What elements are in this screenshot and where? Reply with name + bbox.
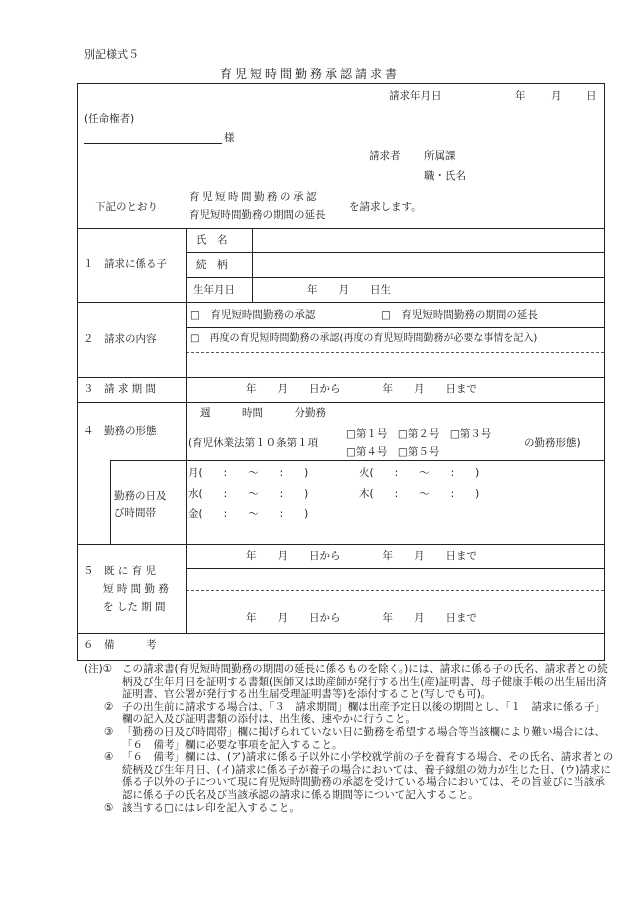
notes — [84, 663, 614, 814]
prior-period-1[interactable]: 年 月 日から 年 月 日まで — [246, 550, 477, 562]
request-form — [77, 83, 605, 661]
section-6-label: ６ 備 考 — [83, 639, 157, 651]
authority-name-line[interactable] — [84, 143, 222, 144]
section-4-label: ４ 勤務の形態 — [83, 425, 157, 437]
option-approval[interactable]: 育児短時間勤務の承認 — [189, 191, 319, 203]
content-reapproval-checkbox[interactable]: □ 再度の育児短時間勤務の承認(再度の育児短時間勤務が必要な事情を記入) — [190, 333, 538, 344]
birth-date-field[interactable]: 年 月 日生 — [307, 284, 391, 296]
note-5: ⑤ 該当する□にはレ印を記入すること。 — [104, 801, 300, 814]
note-4: ④ 「６ 備考」欄には、(ア)請求に係る子以外に小学校就学前の子を養育する場合、その氏名、請求者との続柄及び生年月日、(イ)請求に係る子が養子の場合においては、養子縁組の効力が生じた日、(ウ)請求に係る子以外の子について現に育児短時間勤務の承認を受けている場合においては、その旨並びに当該承認に係る子の氏名及び当該承認の請求に係る期間等について記入すること。 — [104, 751, 614, 801]
section-2-label: ２ 請求の内容 — [83, 333, 157, 345]
friday-hours[interactable]: 金( : ～ : ) — [188, 508, 309, 520]
note-2: ② 子の出生前に請求する場合は、「３ 請求期間」欄は出産予定日以後の期間とし、「１ 請求に係る子」欄の記入及び証明書類の添付は、出生後、速やかに行うこと。 — [104, 700, 605, 726]
dept-label: 所属課 — [424, 150, 456, 162]
section-1-label: １ 請求に係る子 — [83, 258, 167, 270]
work-form-checkboxes-1[interactable]: □第１号 □第２号 □第３号 — [346, 428, 492, 440]
work-form-checkboxes-2[interactable]: □第４号 □第５号 — [346, 446, 440, 458]
thursday-hours[interactable]: 木( : ～ : ) — [359, 488, 480, 500]
prior-period-2[interactable]: 年 月 日から 年 月 日まで — [246, 612, 477, 624]
section-5-label: ５ 既 に 育 児 — [83, 565, 157, 577]
content-approval-checkbox[interactable]: □ 育児短時間勤務の承認 — [190, 309, 316, 321]
note-3: ③ 「勤務の日及び時間帯」欄に掲げられていない日に勤務を希望する場合等当該欄により難い場合には、「６ 備考」欄に必要な事項を記入すること。 — [104, 725, 605, 751]
option-extension[interactable]: 育児短時間勤務の期間の延長 — [189, 209, 326, 221]
section-3-label: ３ 請 求 期 間 — [83, 383, 157, 395]
authority-label: (任命権者) — [84, 113, 135, 125]
form-number: 別記様式５ — [84, 48, 139, 61]
tuesday-hours[interactable]: 火( : ～ : ) — [359, 467, 480, 479]
form-title: 育児短時間勤務承認請求書 — [220, 67, 401, 81]
request-date-label: 請求年月日 — [389, 90, 442, 102]
remarks-field[interactable] — [188, 636, 598, 654]
monday-hours[interactable]: 月( : ～ : ) — [188, 467, 309, 479]
weekly-hours-field[interactable]: 週 時間 分勤務 — [200, 407, 326, 419]
wednesday-hours[interactable]: 水( : ～ : ) — [188, 488, 309, 500]
request-period-field[interactable]: 年 月 日から 年 月 日まで — [246, 383, 477, 395]
content-extension-checkbox[interactable]: □ 育児短時間勤務の期間の延長 — [381, 309, 538, 321]
requester-label: 請求者 — [369, 150, 401, 162]
note-1: (注)① この請求書(育児短時間勤務の期間の延長に係るものを除く。)には、請求に係る子の氏名、請求者との続柄及び生年月日を証明する書類(医師又は助産師が発行する出生(産)証明書、母子健康手帳の出生届出済証明書、官公署が発行する出生届受理証明書等)を添付すること(写しでも可)。 — [84, 663, 608, 701]
position-name-label: 職・氏名 — [424, 170, 466, 182]
